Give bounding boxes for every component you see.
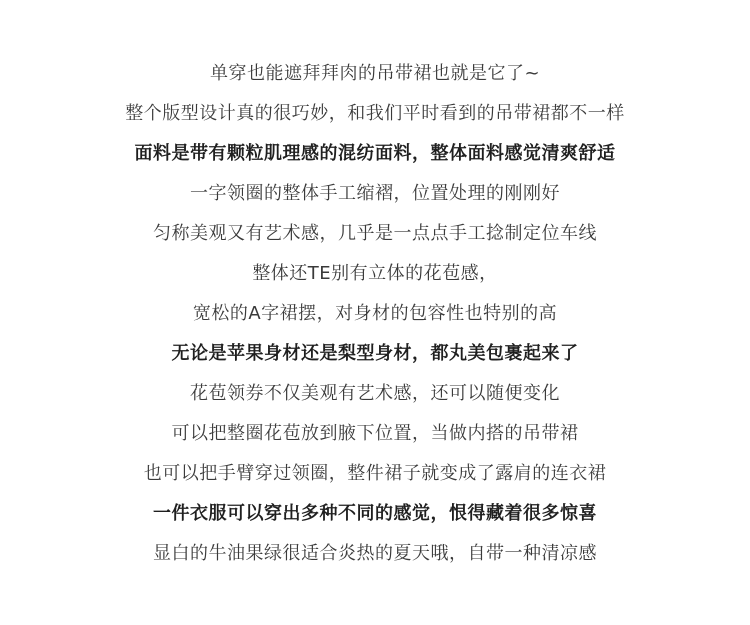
description-line: 显白的牛油果绿很适合炎热的夏天哦，自带一种清凉感 [153, 543, 597, 564]
description-line: 单穿也能遮拜拜肉的吊带裙也就是它了~ [209, 63, 541, 84]
description-line: 面料是带有颗粒肌理感的混纺面料，整体面料感觉清爽舒适 [134, 143, 616, 164]
description-line: 宽松的A字裙摆，对身材的包容性也特别的高 [192, 303, 558, 324]
description-line: 花苞领券不仅美观有艺术感，还可以随便变化 [190, 383, 560, 404]
description-line: 匀称美观又有艺术感，几乎是一点点手工捻制定位车线 [153, 223, 597, 244]
description-text-block [0, 54, 750, 574]
description-line: 整个版型设计真的很巧妙，和我们平时看到的吊带裙都不一样 [125, 103, 625, 124]
description-line: 一字领圈的整体手工缩褶，位置处理的刚刚好 [190, 183, 560, 204]
description-line: 也可以把手臂穿过领圈，整件裙子就变成了露肩的连衣裙 [143, 463, 607, 484]
description-line: 无论是苹果身材还是梨型身材，都丸美包裹起来了 [171, 343, 579, 364]
description-line: 可以把整圈花苞放到腋下位置，当做内搭的吊带裙 [171, 423, 579, 444]
description-line: 一件衣服可以穿出多种不同的感觉，恨得藏着很多惊喜 [153, 503, 597, 524]
description-line: 整体还TE别有立体的花苞感， [252, 263, 498, 284]
